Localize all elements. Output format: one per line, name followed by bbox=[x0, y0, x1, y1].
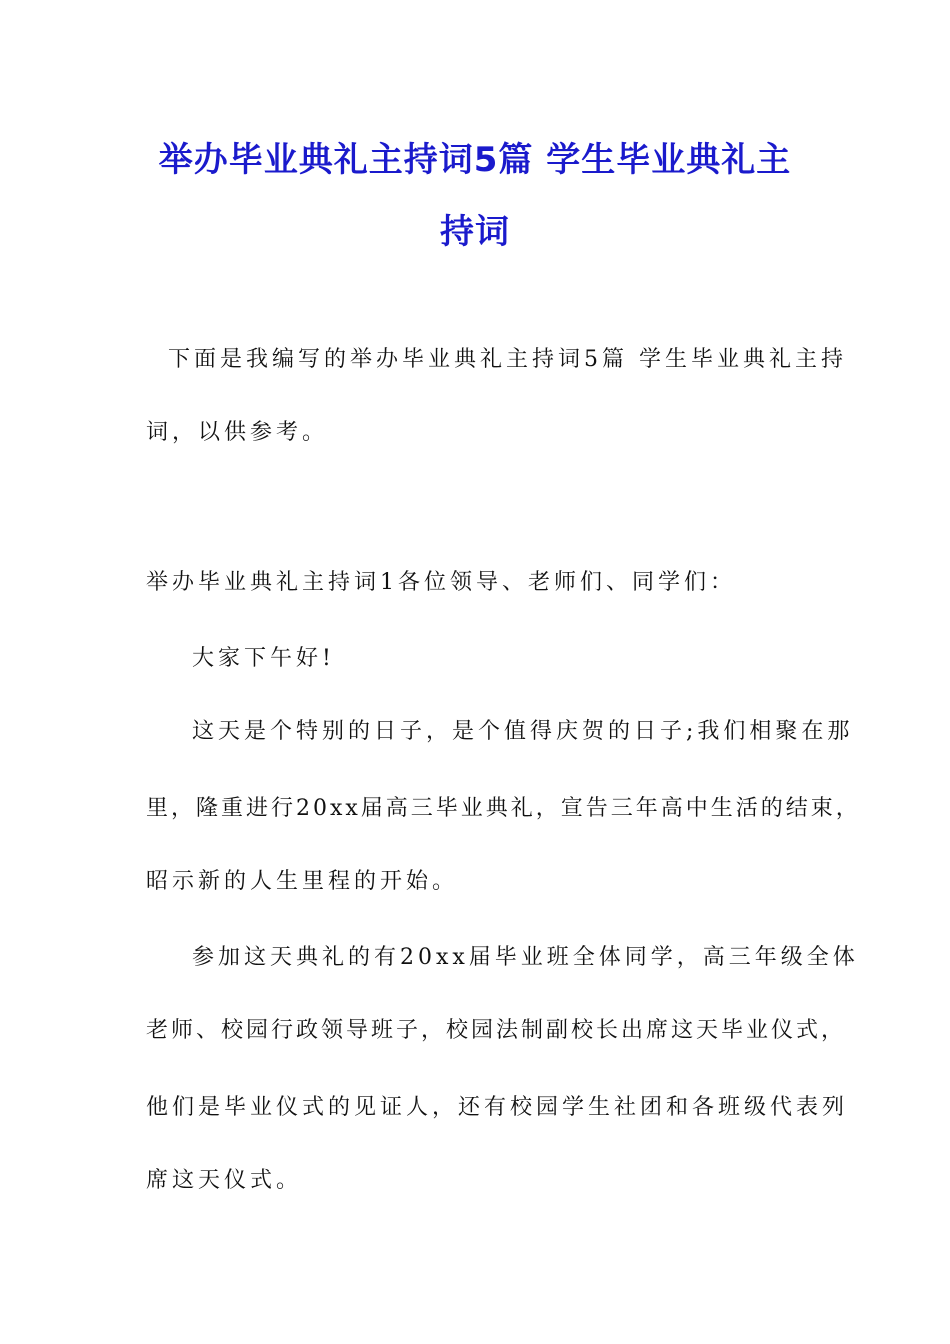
paragraph-1-line-3: 昭示新的人生里程的开始。 bbox=[146, 869, 459, 894]
paragraph-2-line-1: 参加这天典礼的有20xx届毕业班全体同学，高三年级全体 bbox=[192, 945, 859, 970]
document-title-line-2: 持词 bbox=[440, 212, 510, 252]
paragraph-2-line-4: 席这天仪式。 bbox=[146, 1168, 303, 1193]
paragraph-1-line-2: 里，隆重进行20xx届高三毕业典礼，宣告三年高中生活的结束， bbox=[146, 796, 861, 821]
paragraph-2-line-2: 老师、校园行政领导班子，校园法制副校长出席这天毕业仪式， bbox=[146, 1018, 847, 1043]
section-heading: 举办毕业典礼主持词1各位领导、老师们、同学们： bbox=[146, 570, 736, 595]
document-title-line-1: 举办毕业典礼主持词5篇 学生毕业典礼主 bbox=[158, 140, 792, 180]
paragraph-1-line-1: 这天是个特别的日子，是个值得庆贺的日子;我们相聚在那 bbox=[192, 719, 854, 744]
greeting-line: 大家下午好! bbox=[192, 646, 335, 671]
paragraph-2-line-3: 他们是毕业仪式的见证人，还有校园学生社团和各班级代表列 bbox=[146, 1095, 849, 1120]
intro-line-2: 词，以供参考。 bbox=[146, 420, 329, 445]
intro-line-1: 下面是我编写的举办毕业典礼主持词5篇 学生毕业典礼主持 bbox=[168, 347, 847, 372]
